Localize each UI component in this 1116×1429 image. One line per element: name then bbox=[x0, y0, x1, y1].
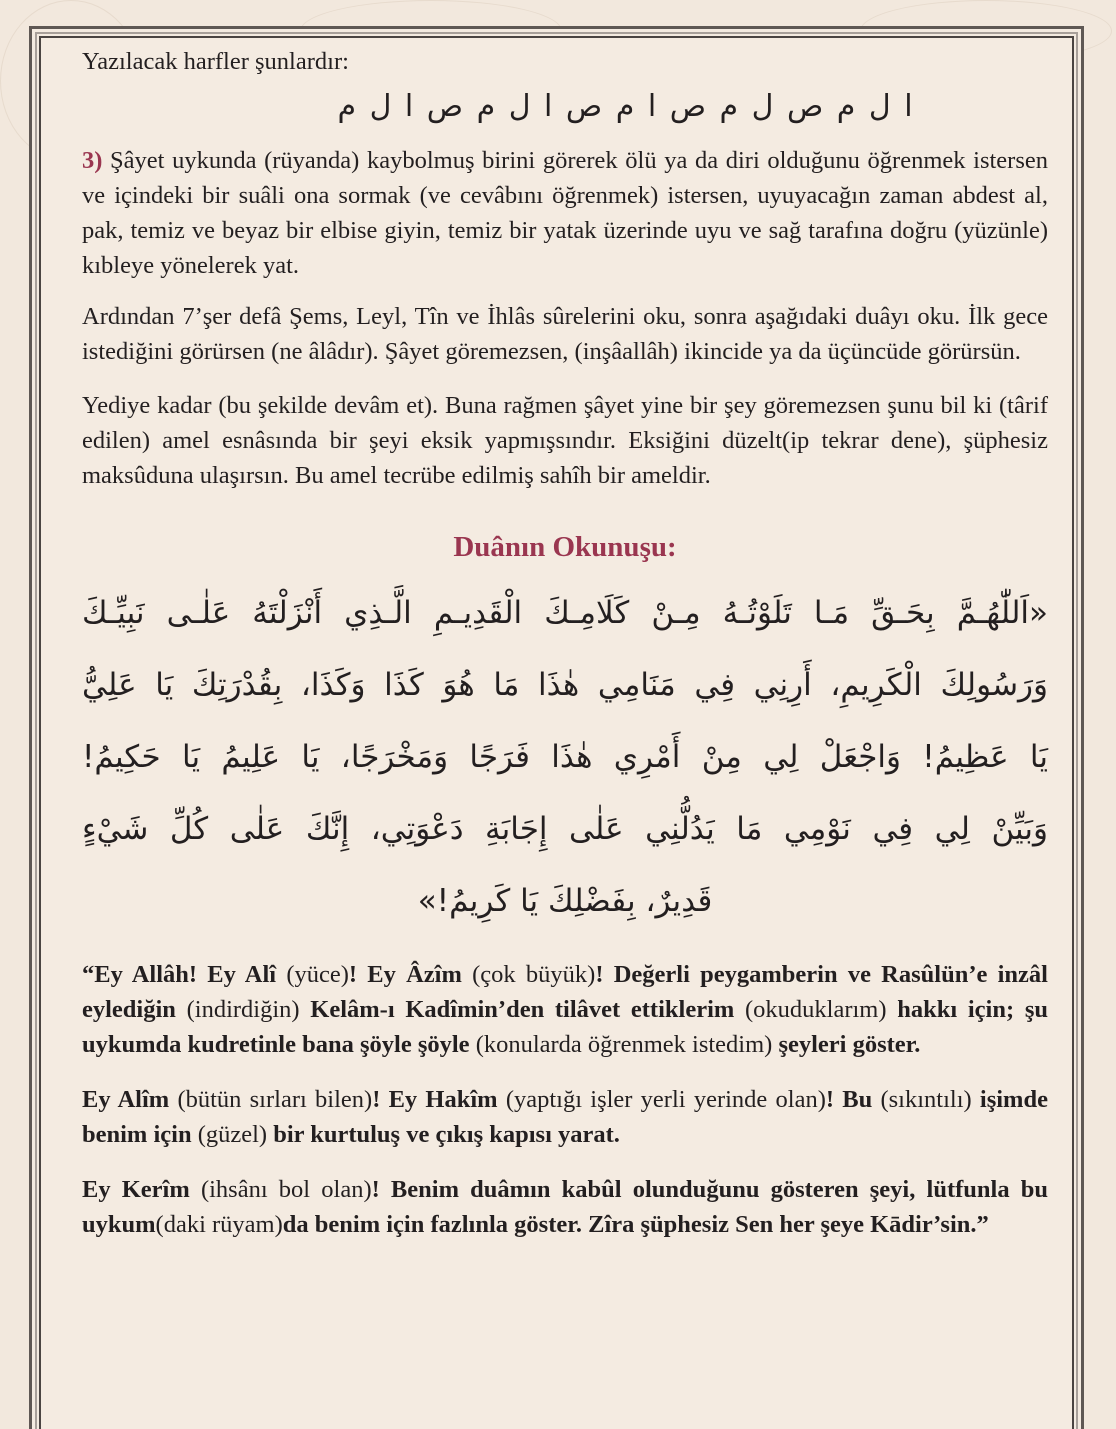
arabic-line: وَرَسُولِكَ الْكَرِيمِ، أَرِنِي فِي مَنَامِي هٰذَا مَا هُوَ كَذَا وَكَذَا، بِقُدْرَتِكَ يَا عَلِيُّ bbox=[82, 667, 1048, 703]
translation-paragraph bbox=[82, 957, 1048, 1062]
translation-segment: ! Ey Hakîm bbox=[372, 1086, 506, 1113]
arabic-prayer bbox=[82, 577, 1048, 937]
step-3-paragraph bbox=[82, 143, 1048, 283]
translation-segment: Ey Kerîm bbox=[82, 1176, 201, 1203]
translation-segment: (konularda öğrenmek istedim) bbox=[475, 1031, 779, 1058]
translation-segment: (sıkıntılı) bbox=[880, 1086, 980, 1113]
paragraph-repeat: Yediye kadar (bu şekilde devâm et). Buna rağmen şâyet yine bir şey göremezsen şunu bil ki (târif edilen) amel esnâsında bir şeyi eksik yapmışsındır. Eksiğini düzelt(ip tekrar dene), şüphesiz maksûduna ulaşırsın. Bu amel tecrübe edilmiş sahîh bir ameldir. bbox=[82, 392, 1048, 489]
translation-segment: hakkı için; şu uykumda kudretinle bana şöyle şöyle bbox=[82, 996, 1048, 1058]
translation-segment: (güzel) bbox=[197, 1121, 274, 1148]
translation-segment: ! Bu bbox=[825, 1086, 881, 1113]
translation-segment: ! Değerli peygamberin ve Rasûlün’e inzâl eylediğin bbox=[82, 961, 1048, 1023]
translation-segment: (bütün sırları bilen) bbox=[177, 1086, 373, 1113]
translation-paragraph bbox=[82, 1172, 1048, 1242]
translation-segment: şeyleri göster. bbox=[778, 1031, 921, 1058]
translation-segment: (yaptığı işler yerli yerinde olan) bbox=[505, 1086, 826, 1113]
arabic-line: «اَللّٰهُـمَّ بِحَـقِّ مَـا تَلَوْتُـهُ مِـنْ كَلَامِـكَ الْقَدِيـمِ الَّـذِي أَنْزَلْتَهُ عَلٰـى نَبِيِّـكَ bbox=[82, 595, 1048, 631]
translation-segment: (çok büyük) bbox=[472, 961, 596, 988]
translation-segment: (yüce) bbox=[286, 961, 349, 988]
arabic-line: قَدِيرٌ، بِفَضْلِكَ يَا كَرِيمُ!» bbox=[417, 883, 713, 919]
intro-text: Yazılacak harfler şunlardır: bbox=[82, 48, 349, 75]
translation-segment: Ey Alîm bbox=[82, 1086, 178, 1113]
translation-segment: (daki rüyam) bbox=[155, 1211, 283, 1238]
translation-segment: (indirdiğin) bbox=[186, 996, 311, 1023]
step-3-text: Şâyet uykunda (rüyanda) kaybolmuş birini görerek ölü ya da diri olduğunu öğrenmek istersen ve içindeki bir suâli ona sormak (ve cevâbını öğrenmek) istersen, uyuyacağın zaman abdest al, pak, temiz ve beyaz bir elbise giyin, temiz bir yatak üzerinde uyu ve sağ tarafına doğru (yüzünle) kıbleye yönelerek yat. bbox=[82, 147, 1048, 279]
translation-segment: işimde benim için bbox=[82, 1086, 1048, 1148]
page-content bbox=[82, 44, 1048, 1242]
translation-segment: Kelâm-ı Kadîmin’den tilâvet ettiklerim bbox=[310, 996, 745, 1023]
translation-segment: ! Ey Âzîm bbox=[348, 961, 473, 988]
arabic-line: وَبَيِّنْ لِي فِي نَوْمِي مَا يَدُلُّنِي عَلٰى إِجَابَةِ دَعْوَتِي، إِنَّكَ عَلٰى كُلِّ شَيْءٍ bbox=[82, 811, 1048, 847]
translation-segment: da benim için fazlınla göster. Zîra şüphesiz Sen her şeye Kādir’sin.” bbox=[282, 1211, 989, 1238]
step-number: 3) bbox=[82, 147, 103, 174]
translation-segment: ! Benim duâmın kabûl olunduğunu gösteren şeyi, lütfunla bu uykum bbox=[82, 1176, 1048, 1238]
letters-line: ا ل م ص ل م ص ا م ص ا ل م ص ا ل م bbox=[337, 89, 913, 124]
translation-segment: (ihsânı bol olan) bbox=[200, 1176, 372, 1203]
section-title: Duânın Okunuşu: bbox=[453, 531, 677, 563]
translation-paragraph bbox=[82, 1082, 1048, 1152]
paragraph-surahs: Ardından 7’şer defâ Şems, Leyl, Tîn ve İhlâs sûrelerini oku, sonra aşağıdaki duâyı oku. İlk gece istediğini görürsen (ne âlâdır). Şâyet göremezsen, (inşâallâh) ikincide ya da üçüncüde görürsün. bbox=[82, 303, 1048, 365]
translation-segment: (okuduklarım) bbox=[745, 996, 898, 1023]
translation-segment: bir kurtuluş ve çıkış kapısı yarat. bbox=[273, 1121, 620, 1148]
arabic-line: يَا عَظِيمُ! وَاجْعَلْ لِي مِنْ أَمْرِي هٰذَا فَرَجًا وَمَخْرَجًا، يَا عَلِيمُ يَا حَكِيمُ! bbox=[82, 739, 1048, 775]
translation-segment: “Ey Allâh! Ey Alî bbox=[82, 961, 287, 988]
